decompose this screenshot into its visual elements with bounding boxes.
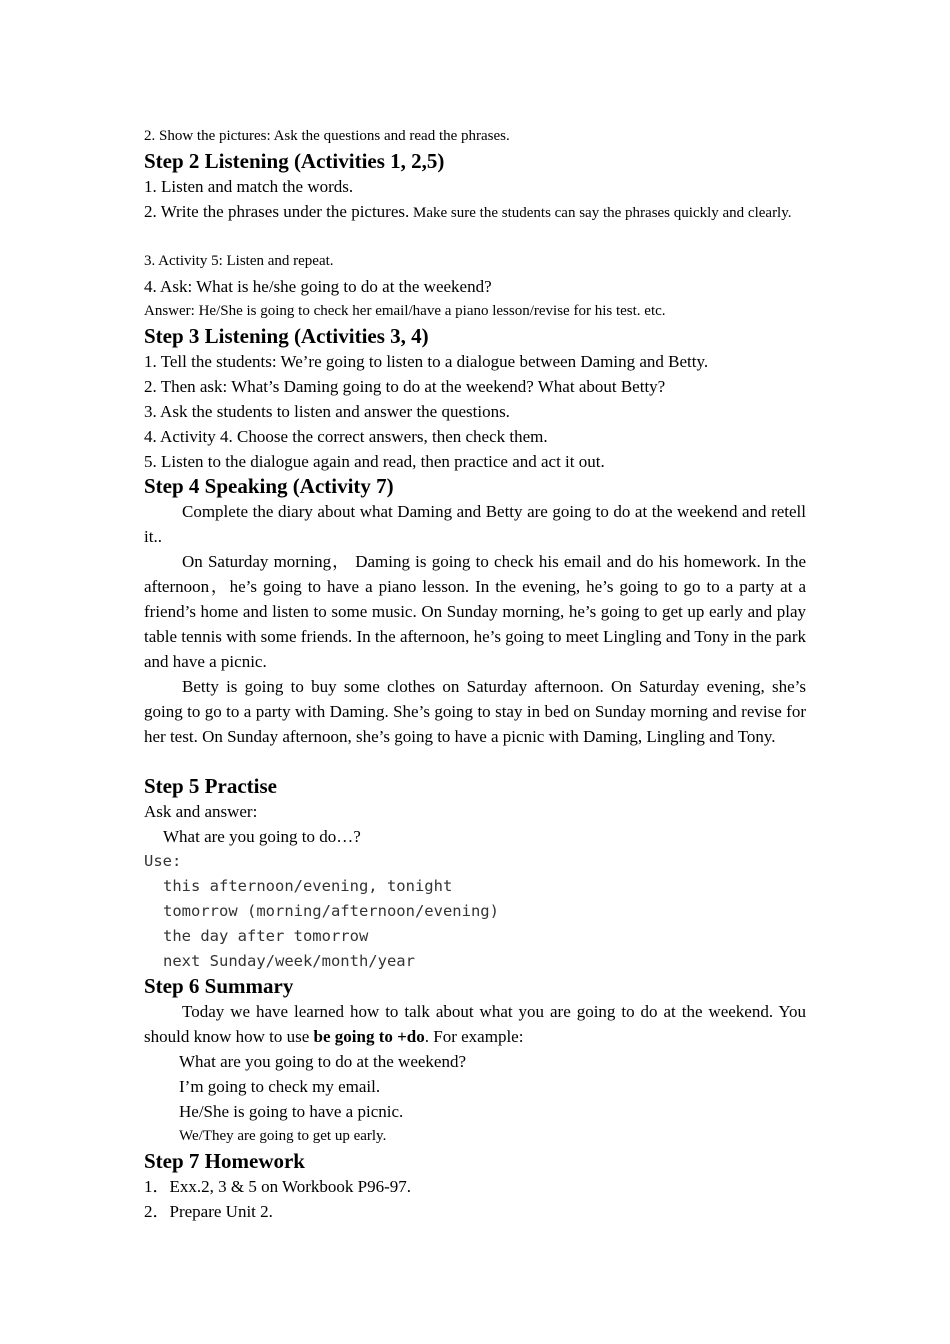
step2-heading: Step 2 Listening (Activities 1, 2,5): [144, 149, 445, 173]
step4-paragraph-2: On Saturday morning， Daming is going to check his email and do his homework. In the afternoon，he’s going to have a piano lesson. In the evening, he’s going to go to a party at a friend’s home and listen to some music. On Sunday morning, he’s going to get up early and play table tennis with some friends. In the afternoon, he’s going to meet Lingling and Tony in the park and have a picnic.: [144, 552, 806, 671]
document-page: [144, 124, 806, 1224]
step6-heading: Step 6 Summary: [144, 974, 294, 998]
step3-item-1: 1. Tell the students: We’re going to listen to a dialogue between Daming and Betty.: [144, 352, 709, 371]
step6-paragraph-end: . For example:: [424, 1027, 524, 1046]
step2-item-4: 4. Ask: What is he/she going to do at the weekend?: [144, 277, 492, 296]
step7-item-1: 1．Exx.2, 3 & 5 on Workbook P96-97.: [144, 1177, 412, 1196]
intro-line: 2. Show the pictures: Ask the questions and read the phrases.: [144, 128, 510, 144]
step2-item-2-note: Make sure the students can say the phrases quickly and clearly.: [409, 205, 792, 221]
step5-ask: Ask and answer:: [144, 802, 258, 821]
step5-use-item-3: the day after tomorrow: [163, 927, 369, 945]
step2-item-1: 1. Listen and match the words.: [144, 177, 354, 196]
step6-paragraph-start: Today we have learned how to talk about what you are going to do at the weekend. You should know how to use: [144, 1002, 806, 1046]
step3-heading: Step 3 Listening (Activities 3, 4): [144, 324, 429, 348]
step3-item-3: 3. Ask the students to listen and answer the questions.: [144, 402, 510, 421]
step4-paragraph-1: Complete the diary about what Daming and Betty are going to do at the weekend and retell it..: [144, 502, 806, 546]
step5-use-label: Use:: [144, 852, 182, 870]
step6-paragraph: [144, 999, 806, 1049]
step6-example-2: I’m going to check my email.: [179, 1077, 381, 1096]
step6-example-4: We/They are going to get up early.: [179, 1128, 387, 1144]
step5-use-item-2: tomorrow (morning/afternoon/evening): [163, 902, 499, 920]
step2-answer: Answer: He/She is going to check her email/have a piano lesson/revise for his test. etc.: [144, 303, 666, 319]
step2-item-2-main: 2. Write the phrases under the pictures.: [144, 202, 410, 221]
step3-item-2: 2. Then ask: What’s Daming going to do at the weekend? What about Betty?: [144, 377, 666, 396]
step4-paragraph-3: Betty is going to buy some clothes on Saturday afternoon. On Saturday evening, she’s going to go to a party with Daming. She’s going to stay in bed on Sunday morning and revise for her test. On Sunday afternoon, she’s going to have a picnic with Daming, Lingling and Tony.: [144, 677, 806, 746]
step3-item-5: 5. Listen to the dialogue again and read, then practice and act it out.: [144, 452, 605, 471]
step2-item-3: 3. Activity 5: Listen and repeat.: [144, 253, 334, 269]
step5-question: What are you going to do…?: [163, 827, 361, 846]
step3-item-4: 4. Activity 4. Choose the correct answers, then check them.: [144, 427, 548, 446]
step6-paragraph-bold: be going to +do: [313, 1027, 425, 1046]
step5-heading: Step 5 Practise: [144, 774, 277, 798]
step6-example-3: He/She is going to have a picnic.: [179, 1102, 404, 1121]
step6-example-1: What are you going to do at the weekend?: [179, 1052, 467, 1071]
step7-heading: Step 7 Homework: [144, 1149, 305, 1173]
step4-heading: Step 4 Speaking (Activity 7): [144, 474, 394, 498]
step7-item-2: 2．Prepare Unit 2.: [144, 1202, 273, 1221]
step5-use-item-1: this afternoon/evening, tonight: [163, 877, 453, 895]
step2-item-2: [144, 199, 806, 249]
step5-use-item-4: next Sunday/week/month/year: [163, 952, 415, 970]
